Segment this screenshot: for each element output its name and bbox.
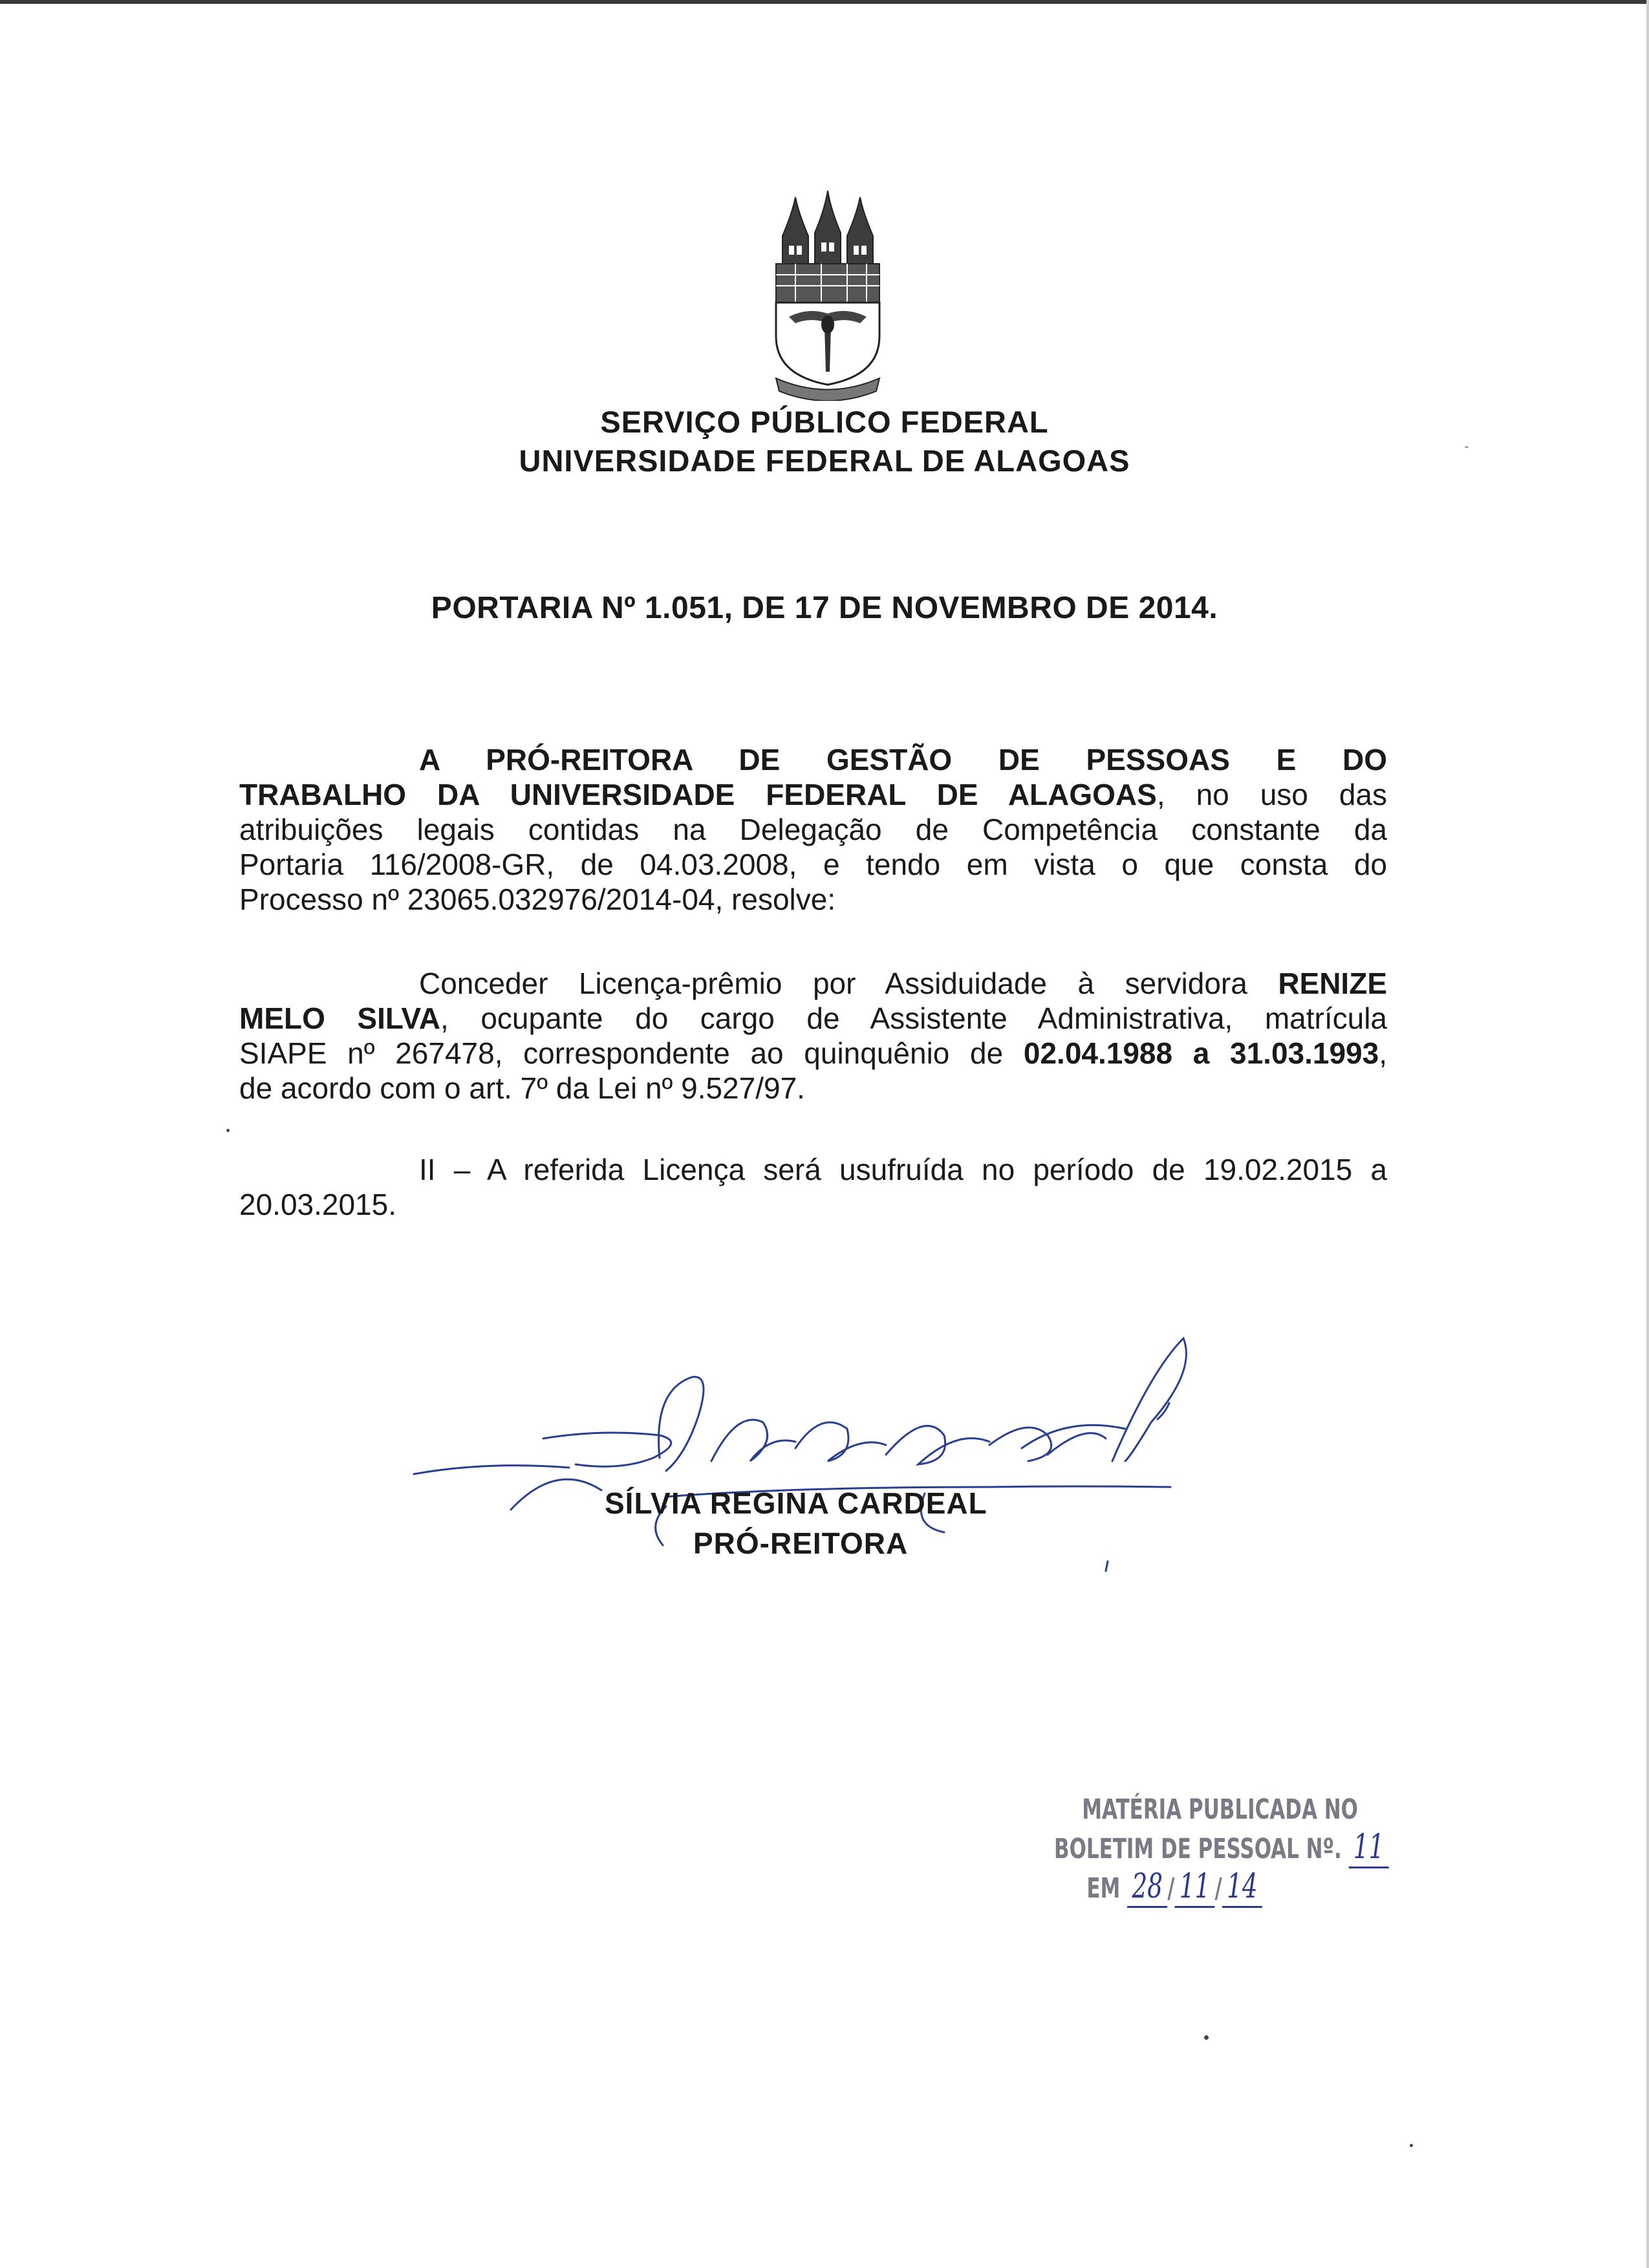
scan-speck xyxy=(1410,2144,1413,2147)
preamble-line-2-bold: TRABALHO DA UNIVERSIDADE FEDERAL DE ALAGOAS xyxy=(239,778,1157,811)
preamble-paragraph xyxy=(239,742,1387,917)
scan-speck xyxy=(226,1129,230,1132)
servant-first-name: RENIZE xyxy=(1278,967,1387,1000)
period-line-1: II – A referida Licença será usufruída no período de 19.02.2015 a xyxy=(419,1153,1387,1186)
grant-line-3-comma: , xyxy=(1379,1036,1388,1070)
publication-stamp xyxy=(1054,1791,1385,1907)
header-line-2: UNIVERSIDADE FEDERAL DE ALAGOAS xyxy=(519,444,1130,478)
scan-edge-right xyxy=(1646,0,1649,2268)
scan-edge xyxy=(0,0,1649,4)
grant-paragraph xyxy=(239,966,1387,1106)
scan-speck xyxy=(1465,446,1469,448)
stamp-line-3: EM 28 / 11 / 14 xyxy=(1086,1868,1296,1907)
stamp-line-2-label: BOLETIM DE PESSOAL Nº. xyxy=(1054,1833,1342,1865)
stamp-month: 11 xyxy=(1175,1867,1215,1908)
grant-line-1-text: Conceder Licença-prêmio por Assiduidade à servidora xyxy=(419,967,1278,1000)
scan-speck xyxy=(1204,2035,1209,2040)
portaria-title: PORTARIA Nº 1.051, DE 17 DE NOVEMBRO DE 2014. xyxy=(431,591,1218,625)
quinquennium-period: 02.04.1988 a 31.03.1993 xyxy=(1023,1036,1379,1070)
period-line-2: 20.03.2015. xyxy=(239,1188,397,1221)
period-paragraph xyxy=(239,1152,1387,1222)
preamble-line-5: Processo nº 23065.032976/2014-04, resolve: xyxy=(239,883,836,916)
preamble-line-2 xyxy=(239,777,1387,812)
preamble-line-2-rest: , no uso das xyxy=(1156,778,1387,811)
preamble-line-3: atribuições legais contidas na Delegação de Competência constante da xyxy=(239,813,1387,846)
stamp-line-3-label: EM xyxy=(1086,1872,1121,1905)
grant-line-3-text: SIAPE nº 267478, correspondente ao quinquênio de xyxy=(239,1036,1024,1070)
signatory-role: PRÓ-REITORA xyxy=(693,1526,909,1560)
grant-line-1 xyxy=(239,966,1387,1001)
header-line-1: SERVIÇO PÚBLICO FEDERAL xyxy=(600,405,1049,439)
stamp-line-1: MATÉRIA PUBLICADA NO xyxy=(1082,1793,1358,1826)
university-crest-icon xyxy=(763,187,892,401)
stamp-day: 28 xyxy=(1127,1867,1167,1908)
grant-line-2 xyxy=(239,1001,1387,1036)
signatory-name: SÍLVIA REGINA CARDEAL xyxy=(605,1486,987,1520)
grant-line-2-text: , ocupante do cargo de Assistente Administrativa, matrícula xyxy=(440,1001,1388,1035)
stamp-year: 14 xyxy=(1222,1867,1262,1908)
bulletin-number: 11 xyxy=(1349,1828,1389,1868)
servant-last-name: MELO SILVA xyxy=(239,1001,441,1035)
preamble-line-4: Portaria 116/2008-GR, de 04.03.2008, e tendo em vista o que consta do xyxy=(239,848,1387,881)
stamp-line-2 xyxy=(1054,1828,1385,1868)
grant-line-4: de acordo com o art. 7º da Lei nº 9.527/97. xyxy=(239,1071,805,1105)
preamble-line-1: A PRÓ-REITORA DE GESTÃO DE PESSOAS E DO xyxy=(419,743,1387,776)
grant-line-3 xyxy=(239,1036,1387,1071)
